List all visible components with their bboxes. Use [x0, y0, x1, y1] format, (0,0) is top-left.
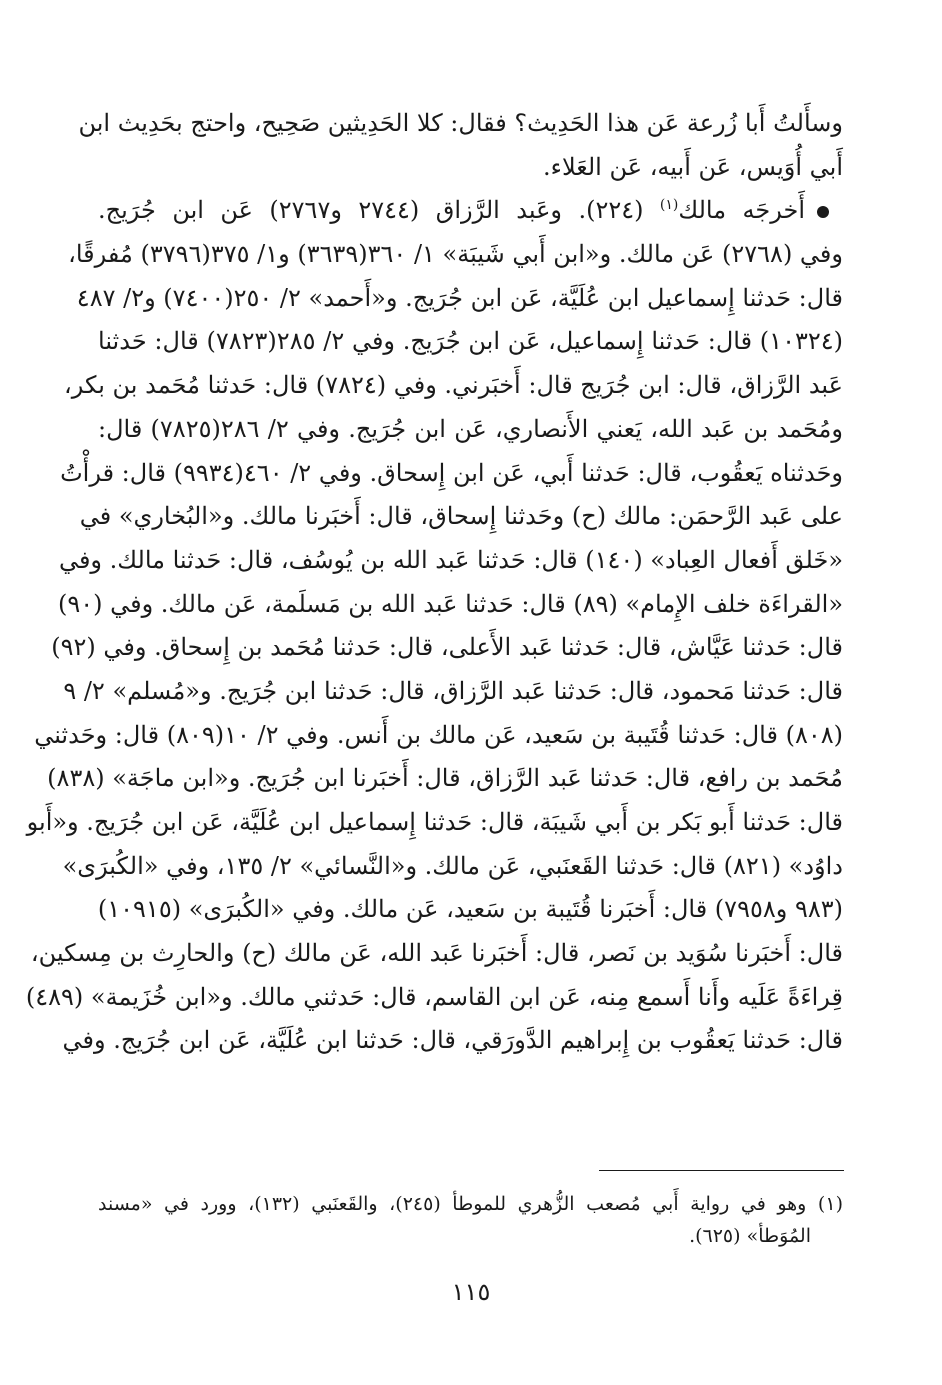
text-line: وسأَلتُ أَبا زُرعة عَن هذا الحَدِيث؟ فقال: كلا الحَدِيثين صَحِيح، واحتج بحَدِيث ابن	[78, 109, 843, 137]
text-line: أَبي أُوَيس، عَن أَبيه، عَن العَلاء.	[543, 152, 843, 181]
text-line: قال: حَدثنا أَبو بَكر بن أَبي شَيبَة، قال: حَدثنا إِسماعيل ابن عُلَيَّة، عَن ابن جُرَيج. و«أَبو	[26, 808, 843, 836]
text-line: «خَلق أَفعال العِباد» (١٤٠) قال: حَدثنا عَبد الله بن يُوسُف، قال: حَدثنا مالك. وفي	[58, 545, 843, 574]
text-line: قِراءَةً عَلَيه وأَنا أَسمع مِنه، عَن ابن القاسم، قال: حَدثني مالك. و«ابن خُزَيمة» (٤٨٩)	[25, 982, 843, 1011]
bullet-text: (٢٢٤). وعَبد الرَّزاق (٢٧٤٤ و٢٧٦٧) عَن ابن جُرَيج.	[98, 196, 644, 225]
text-line: قال: حَدثنا عَيَّاش، قال: حَدثنا عَبد الأَعلى، قال: حَدثنا مُحَمد بن إِسحاق. وفي (٩٢)	[51, 633, 843, 662]
text-line: قال: حَدثنا مَحمود، قال: حَدثنا عَبد الرَّزاق، قال: حَدثنا ابن جُرَيج. و«مُسلم» ٢/ ٩	[63, 676, 843, 705]
text-line: (٨٠٨) قال: حَدثنا قُتَيبة بن سَعيد، عَن مالك بن أَنس. وفي ٢/ ١٠(٨٠٩) قال: وحَدثني	[34, 720, 843, 749]
footnote-line: (١) وهو في رواية أَبي مُصعب الزُّهري للموطأ (٢٤٥)، والقَعنَبي (١٣٢)، وورد في «مسند	[98, 1193, 843, 1215]
text-line: عَبد الرَّزاق، قال: ابن جُرَيج قال: أَخبَرني. وفي (٧٨٢٤) قال: حَدثنا مُحَمد بن بكر،	[63, 371, 843, 400]
text-line: على عَبد الرَّحمَن: مالك (ح) وحَدثنا إِسحاق، قال: أَخبَرنا مالك. و«البُخاري» في	[79, 502, 843, 531]
text-line: (١٠٣٢٤) قال: حَدثنا إِسماعيل، عَن ابن جُرَيج. وفي ٢/ ٢٨٥(٧٨٢٣) قال: حَدثنا	[98, 327, 843, 356]
page-number: ١١٥	[451, 1278, 491, 1306]
text-line: (٩٨٣ و٧٩٥٨) قال: أَخبَرنا قُتَيبة بن سَعيد، عَن مالك. وفي «الكُبرَى» (١٠٩١٥)	[97, 895, 843, 924]
main-text	[25, 102, 843, 1063]
text-line: قال: أَخبَرنا سُوَيد بن نَصر، قال: أَخبَرنا عَبد الله، عَن مالك (ح) والحارِث بن مِسكين،	[30, 939, 843, 968]
text-line: ومُحَمد بن عَبد الله، يَعني الأَنصاري، عَن ابن جُرَيج. وفي ٢/ ٢٨٦(٧٨٢٥) قال:	[98, 414, 843, 443]
text-line: «القراءَة خلف الإِمام» (٨٩) قال: حَدثنا عَبد الله بن مَسلَمة، عَن مالك. وفي (٩٠)	[57, 589, 843, 618]
footnotes	[98, 1188, 843, 1252]
text-line: وحَدثناه يَعقُوب، قال: حَدثنا أَبي، عَن ابن إِسحاق. وفي ٢/ ٤٦٠(٩٩٣٤) قال: قرأْتُ	[60, 458, 843, 487]
footnote-ref[interactable]: (١)	[659, 197, 679, 214]
bullet-icon	[817, 206, 829, 218]
footnote-line: المُوَطأ» (٦٢٥).	[689, 1225, 811, 1247]
text-line: مُحَمد بن رافع، قال: حَدثنا عَبد الرَّزاق، قال: أَخبَرنا ابن جُرَيج. و«ابن ماجَة» (٨٣٨)	[47, 764, 843, 793]
footnote-divider	[599, 1170, 844, 1171]
bullet-lead: أَخرجَه مالك	[678, 196, 805, 225]
text-line: وفي (٢٧٦٨) عَن مالك. و«ابن أَبي شَيبَة» ١/ ٣٦٠(٣٦٣٩) و١/ ٣٧٥(٣٧٩٦) مُفرقًا،	[68, 240, 843, 269]
text-line: قال: حَدثنا إِسماعيل ابن عُلَيَّة، عَن ابن جُرَيج. و«أَحمد» ٢/ ٢٥٠(٧٤٠٠) و٢/ ٤٨٧	[76, 283, 843, 312]
text-line: داوُد» (٨٢١) قال: حَدثنا القَعنَبي، عَن مالك. و«النَّسائي» ٢/ ١٣٥، وفي «الكُبرَى»	[62, 851, 843, 880]
text-line-bullet	[98, 189, 843, 233]
text-line: قال: حَدثنا يَعقُوب بن إِبراهيم الدَّورَقي، قال: حَدثنا ابن عُلَيَّة، عَن ابن جُرَيج. وفي	[62, 1026, 843, 1055]
